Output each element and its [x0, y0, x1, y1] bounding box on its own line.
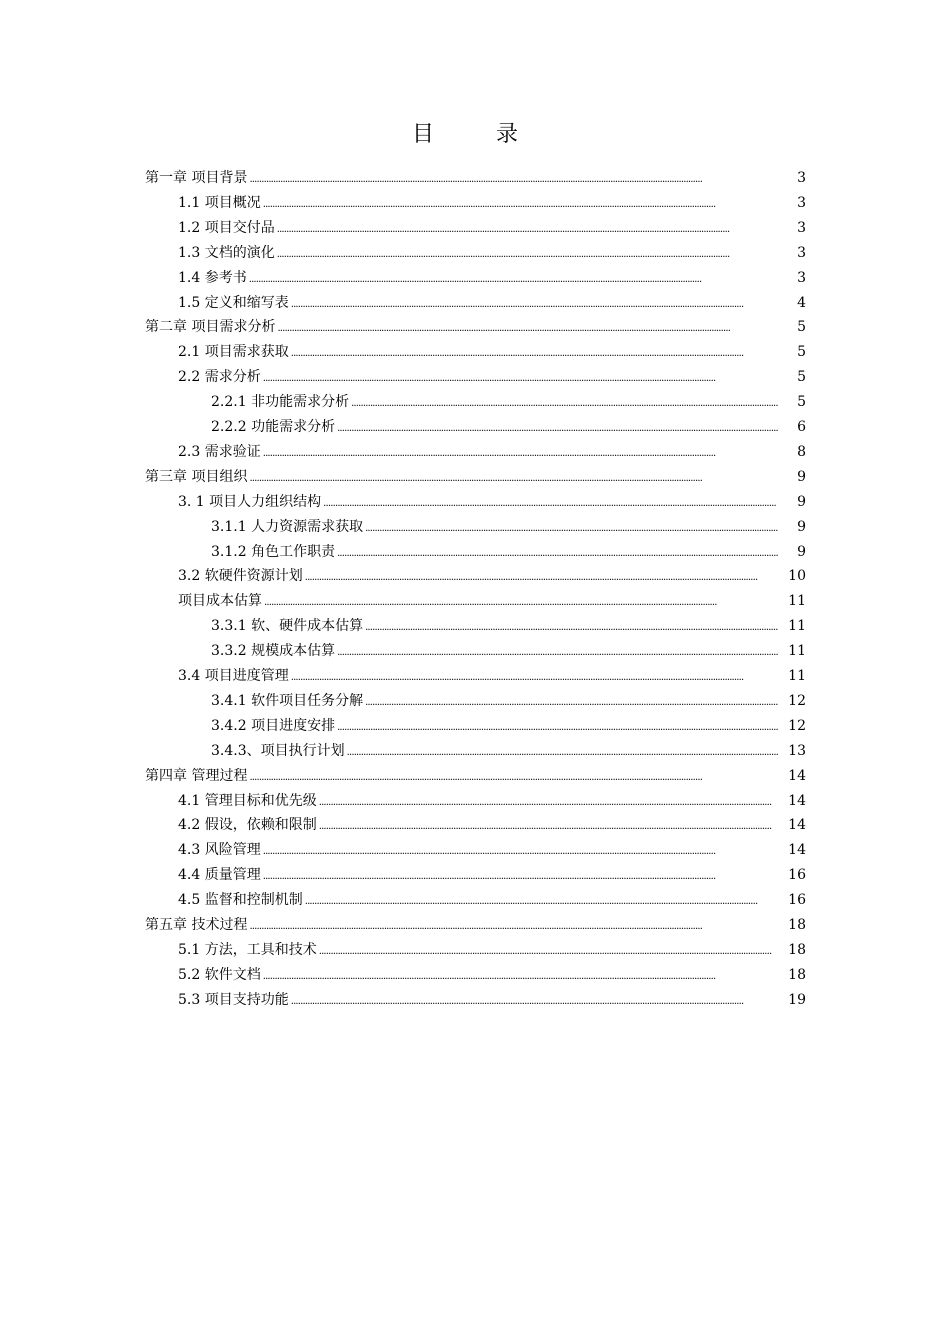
- toc-dot-leader: [319, 791, 778, 815]
- toc-entry[interactable]: [178, 938, 806, 962]
- toc-dot-leader: [263, 865, 778, 889]
- toc-dot-leader: [263, 965, 778, 989]
- toc-entry-label: 1.3 文档的演化: [178, 245, 275, 261]
- toc-entry-label: 2.2.2 功能需求分析: [211, 419, 336, 435]
- toc-entry[interactable]: [178, 888, 806, 912]
- toc-entry[interactable]: [178, 813, 806, 837]
- toc-page-number: 19: [788, 992, 806, 1008]
- toc-entry[interactable]: [211, 614, 806, 638]
- toc-page-number: 11: [788, 643, 806, 659]
- toc-entry-label: 第四章 管理过程: [145, 768, 248, 784]
- toc-page-number: 3: [797, 245, 806, 261]
- toc-entry-label: 4.2 假设，依赖和限制: [178, 817, 317, 833]
- toc-page-number: 14: [788, 842, 806, 858]
- toc-entry-label: 2.3 需求验证: [178, 444, 261, 460]
- toc-page-number: 11: [788, 618, 806, 634]
- toc-page-number: 9: [797, 469, 806, 485]
- toc-entry[interactable]: [178, 863, 806, 887]
- toc-page-number: 11: [788, 593, 806, 609]
- page-title: 目 录: [411, 122, 538, 147]
- toc-entry[interactable]: [211, 415, 806, 439]
- toc-dot-leader: [249, 467, 778, 491]
- toc-entry-label: 4.1 管理目标和优先级: [178, 793, 317, 809]
- toc-page-number: 16: [788, 892, 806, 908]
- toc-entry-label: 1.5 定义和缩写表: [178, 295, 289, 311]
- toc-dot-leader: [319, 815, 778, 839]
- toc-dot-leader: [249, 915, 778, 939]
- toc-entry-label: 4.4 质量管理: [178, 867, 261, 883]
- toc-entry-label: 3.4.1 软件项目任务分解: [211, 693, 364, 709]
- toc-dot-leader: [351, 392, 778, 416]
- toc-dot-leader: [291, 342, 778, 366]
- toc-entry[interactable]: [178, 191, 806, 215]
- toc-page-number: 10: [788, 568, 806, 584]
- toc-entry[interactable]: [211, 739, 806, 763]
- toc-entry[interactable]: [178, 291, 806, 315]
- toc-page-number: 4: [797, 295, 806, 311]
- toc-entry[interactable]: [178, 266, 806, 290]
- toc-entry[interactable]: [211, 689, 806, 713]
- toc-page-number: 6: [797, 419, 806, 435]
- toc-dot-leader: [291, 293, 778, 317]
- toc-entry-label: 第五章 技术过程: [145, 917, 248, 933]
- toc-entry-label: 3.1.2 角色工作职责: [211, 544, 336, 560]
- toc-dot-leader: [323, 492, 778, 516]
- toc-entry-label: 2.2.1 非功能需求分析: [211, 394, 350, 410]
- toc-page-number: 9: [797, 494, 806, 510]
- toc-entry[interactable]: [211, 714, 806, 738]
- toc-dot-leader: [249, 268, 778, 292]
- toc-dot-leader: [249, 168, 778, 192]
- toc-entry[interactable]: [178, 988, 806, 1012]
- toc-entry[interactable]: [178, 589, 806, 613]
- toc-entry[interactable]: [178, 365, 806, 389]
- toc-entry-label: 3.4.3、项目执行计划: [211, 743, 345, 759]
- toc-page-number: 14: [788, 793, 806, 809]
- toc-entry-label: 3.4 项目进度管理: [178, 668, 289, 684]
- toc-dot-leader: [277, 317, 778, 341]
- toc-entry[interactable]: [145, 315, 806, 339]
- toc-page-number: 12: [788, 718, 806, 734]
- toc-dot-leader: [365, 517, 778, 541]
- toc-page-number: 12: [788, 693, 806, 709]
- toc-entry[interactable]: [145, 465, 806, 489]
- toc-page-number: 14: [788, 817, 806, 833]
- toc-entry[interactable]: [178, 838, 806, 862]
- toc-page-number: 3: [797, 270, 806, 286]
- toc-page-number: 13: [788, 743, 806, 759]
- toc-entry[interactable]: [178, 216, 806, 240]
- toc-dot-leader: [263, 840, 778, 864]
- toc-page-number: 18: [788, 967, 806, 983]
- toc-entry-label: 1.2 项目交付品: [178, 220, 275, 236]
- toc-entry-label: 5.3 项目支持功能: [178, 992, 289, 1008]
- toc-entry[interactable]: [178, 789, 806, 813]
- toc-entry-label: 5.2 软件文档: [178, 967, 261, 983]
- toc-entry[interactable]: [145, 166, 806, 190]
- toc-page-number: 3: [797, 220, 806, 236]
- toc-entry[interactable]: [178, 664, 806, 688]
- toc-page-number: 5: [797, 344, 806, 360]
- toc-entry-label: 2.2 需求分析: [178, 369, 261, 385]
- toc-dot-leader: [263, 193, 778, 217]
- toc-entry-label: 3.1.1 人力资源需求获取: [211, 519, 364, 535]
- toc-entry-label: 4.5 监督和控制机制: [178, 892, 303, 908]
- toc-page-number: 14: [788, 768, 806, 784]
- toc-dot-leader: [263, 367, 778, 391]
- toc-entry[interactable]: [178, 241, 806, 265]
- toc-entry[interactable]: [178, 440, 806, 464]
- toc-page-number: 9: [797, 519, 806, 535]
- toc-entry[interactable]: [178, 564, 806, 588]
- toc-dot-leader: [337, 641, 778, 665]
- toc-page-number: 3: [797, 195, 806, 211]
- toc-dot-leader: [264, 591, 778, 615]
- toc-dot-leader: [337, 417, 778, 441]
- toc-entry[interactable]: [211, 390, 806, 414]
- toc-page-number: 3: [797, 170, 806, 186]
- toc-entry[interactable]: [178, 963, 806, 987]
- toc-entry[interactable]: [211, 540, 806, 564]
- toc-page-number: 18: [788, 942, 806, 958]
- toc-dot-leader: [305, 566, 778, 590]
- toc-entry-label: 第一章 项目背景: [145, 170, 248, 186]
- toc-dot-leader: [291, 666, 778, 690]
- toc-entry[interactable]: [178, 490, 806, 514]
- toc-entry-label: 3.3.2 规模成本估算: [211, 643, 336, 659]
- toc-page-number: 16: [788, 867, 806, 883]
- toc-page-number: 18: [788, 917, 806, 933]
- toc-entry-label: 3.2 软硬件资源计划: [178, 568, 303, 584]
- toc-entry-label: 3. 1 项目人力组织结构: [178, 494, 322, 510]
- toc-dot-leader: [319, 940, 778, 964]
- toc-entry-label: 第三章 项目组织: [145, 469, 248, 485]
- toc-dot-leader: [249, 766, 778, 790]
- toc-dot-leader: [277, 243, 778, 267]
- toc-dot-leader: [347, 741, 778, 765]
- toc-dot-leader: [365, 691, 778, 715]
- toc-dot-leader: [291, 990, 778, 1014]
- toc-entry-label: 2.1 项目需求获取: [178, 344, 289, 360]
- toc-entry-label: 3.3.1 软、硬件成本估算: [211, 618, 364, 634]
- toc-dot-leader: [337, 542, 778, 566]
- toc-entry[interactable]: [211, 639, 806, 663]
- toc-page-number: 5: [797, 369, 806, 385]
- toc-dot-leader: [277, 218, 778, 242]
- toc-entry-label: 5.1 方法，工具和技术: [178, 942, 317, 958]
- toc-dot-leader: [365, 616, 778, 640]
- toc-dot-leader: [337, 716, 778, 740]
- toc-entry-label: 4.3 风险管理: [178, 842, 261, 858]
- toc-page-number: 5: [797, 394, 806, 410]
- toc-entry-label: 3.4.2 项目进度安排: [211, 718, 336, 734]
- toc-dot-leader: [305, 890, 778, 914]
- toc-entry-label: 1.1 项目概况: [178, 195, 261, 211]
- toc-entry[interactable]: [211, 515, 806, 539]
- toc-entry-label: 项目成本估算: [178, 593, 262, 609]
- toc-entry[interactable]: [145, 913, 806, 937]
- toc-entry[interactable]: [178, 340, 806, 364]
- toc-page-number: 5: [797, 319, 806, 335]
- toc-entry-label: 1.4 参考书: [178, 270, 247, 286]
- toc-page-number: 11: [788, 668, 806, 684]
- toc-page-number: 9: [797, 544, 806, 560]
- toc-entry[interactable]: [145, 764, 806, 788]
- toc-page-number: 8: [797, 444, 806, 460]
- toc-entry-label: 第二章 项目需求分析: [145, 319, 276, 335]
- toc-dot-leader: [263, 442, 778, 466]
